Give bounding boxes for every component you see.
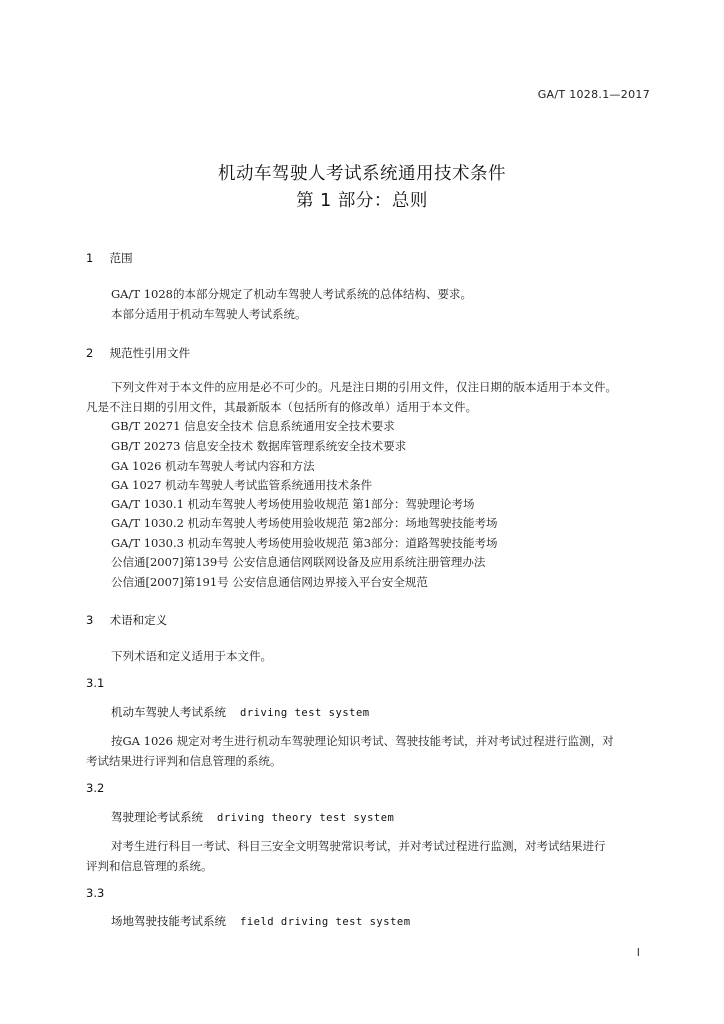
reference-item: GA 1026 机动车驾驶人考试内容和方法 <box>111 459 315 473</box>
clause-number: 3.3 <box>86 886 105 900</box>
reference-item: GA/T 1030.3 机动车驾驶人考场使用验收规范 第3部分：道路驾驶技能考场 <box>111 536 498 550</box>
term-definition: 考试结果进行评判和信息管理的系统。 <box>86 754 282 768</box>
term-en: driving theory test system <box>217 812 395 824</box>
document-title: 机动车驾驶人考试系统通用技术条件 <box>218 164 506 184</box>
paragraph: 本部分适用于机动车驾驶人考试系统。 <box>111 307 307 321</box>
term-entry <box>111 913 411 929</box>
section-title: 规范性引用文件 <box>109 346 191 360</box>
paragraph: 下列术语和定义适用于本文件。 <box>111 649 272 663</box>
section-title: 术语和定义 <box>109 613 168 627</box>
section-2-heading <box>86 345 190 361</box>
term-en: field driving test system <box>240 916 411 928</box>
reference-item: 公信通[2007]第191号 公安信息通信网边界接入平台安全规范 <box>111 575 428 589</box>
reference-item: GA/T 1030.1 机动车驾驶人考场使用验收规范 第1部分：驾驶理论考场 <box>111 497 475 511</box>
term-definition: 按GA 1026 规定对考生进行机动车驾驶理论知识考试、驾驶技能考试，并对考试过程进行监测，对 <box>111 734 614 748</box>
section-number: 3 <box>86 613 94 627</box>
reference-item: GA 1027 机动车驾驶人考试监管系统通用技术条件 <box>111 478 373 492</box>
clause-number: 3.2 <box>86 781 105 795</box>
section-1-heading <box>86 250 133 266</box>
reference-item: GB/T 20271 信息安全技术 信息系统通用安全技术要求 <box>111 419 395 433</box>
term-zh: 驾驶理论考试系统 <box>111 810 203 824</box>
term-definition: 评判和信息管理的系统。 <box>86 859 213 873</box>
section-number: 1 <box>86 251 94 265</box>
term-zh: 场地驾驶技能考试系统 <box>111 914 226 928</box>
paragraph: GA/T 1028的本部分规定了机动车驾驶人考试系统的总体结构、要求。 <box>111 287 472 301</box>
section-title: 范围 <box>109 251 133 265</box>
document-subtitle: 第 1 部分：总则 <box>296 191 428 211</box>
page-number: I <box>636 946 640 959</box>
clause-number: 3.1 <box>86 676 105 690</box>
term-entry <box>111 809 394 825</box>
term-entry <box>111 704 370 720</box>
paragraph: 凡是不注日期的引用文件，其最新版本（包括所有的修改单）适用于本文件。 <box>86 400 477 414</box>
term-zh: 机动车驾驶人考试系统 <box>111 705 226 719</box>
paragraph: 下列文件对于本文件的应用是必不可少的。凡是注日期的引用文件，仅注日期的版本适用于本文件。 <box>111 380 617 394</box>
term-en: driving test system <box>240 707 370 719</box>
reference-item: GA/T 1030.2 机动车驾驶人考场使用验收规范 第2部分：场地驾驶技能考场 <box>111 516 498 530</box>
term-definition: 对考生进行科目一考试、科目三安全文明驾驶常识考试，并对考试过程进行监测，对考试结果进行 <box>111 839 606 853</box>
reference-item: 公信通[2007]第139号 公安信息通信网联网设备及应用系统注册管理办法 <box>111 555 486 569</box>
section-number: 2 <box>86 346 94 360</box>
section-3-heading <box>86 612 167 628</box>
reference-item: GB/T 20273 信息安全技术 数据库管理系统安全技术要求 <box>111 439 407 453</box>
standard-number: GA/T 1028.1—2017 <box>537 88 650 101</box>
